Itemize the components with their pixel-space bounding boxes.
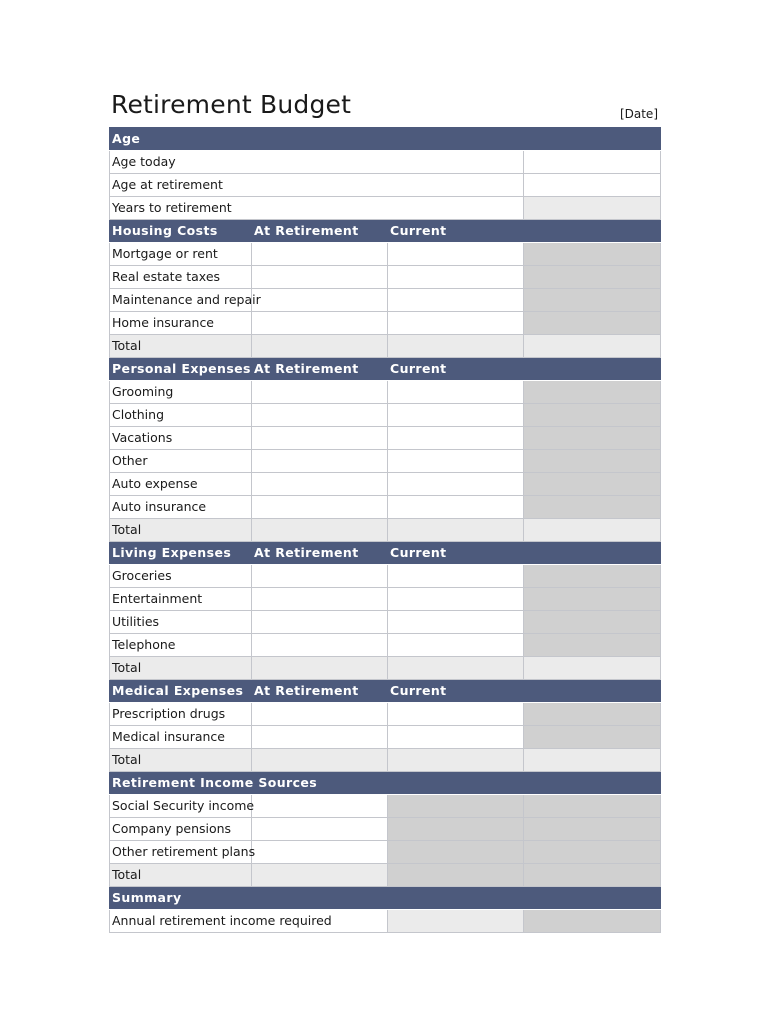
total-cell	[252, 519, 388, 542]
page-title: Retirement Budget	[111, 90, 352, 119]
column-header-current: Current	[388, 358, 524, 381]
table-row	[110, 611, 661, 634]
section-header-living	[110, 542, 661, 565]
table-row	[110, 312, 661, 335]
value-cell[interactable]	[252, 496, 388, 519]
section-title: Summary	[110, 887, 661, 910]
row-label: Grooming	[110, 381, 252, 404]
table-row	[110, 266, 661, 289]
section-header-summary	[110, 887, 661, 910]
value-cell[interactable]	[524, 174, 661, 197]
column-header-current: Current	[388, 542, 524, 565]
column-header-current: Current	[388, 220, 524, 243]
total-cell	[524, 749, 661, 772]
column-header-at-retirement: At Retirement	[252, 542, 388, 565]
column-header-at-retirement: At Retirement	[252, 358, 388, 381]
section-header-personal	[110, 358, 661, 381]
table-row	[110, 565, 661, 588]
row-label: Auto insurance	[110, 496, 252, 519]
value-cell[interactable]	[524, 151, 661, 174]
table-row	[110, 795, 661, 818]
column-header-at-retirement: At Retirement	[252, 680, 388, 703]
row-label: Vacations	[110, 427, 252, 450]
total-cell	[524, 657, 661, 680]
row-label: Annual retirement income required	[110, 910, 388, 933]
row-label: Prescription drugs	[110, 703, 252, 726]
value-cell[interactable]	[388, 404, 524, 427]
value-cell[interactable]	[252, 634, 388, 657]
section-header-age	[110, 128, 661, 151]
value-cell[interactable]	[388, 634, 524, 657]
row-label: Age today	[110, 151, 524, 174]
value-cell[interactable]	[388, 565, 524, 588]
row-label: Mortgage or rent	[110, 243, 252, 266]
total-cell	[252, 749, 388, 772]
table-row	[110, 381, 661, 404]
total-cell	[388, 519, 524, 542]
total-row	[110, 749, 661, 772]
row-label: Years to retirement	[110, 197, 524, 220]
value-cell[interactable]	[388, 289, 524, 312]
section-title: Retirement Income Sources	[110, 772, 661, 795]
row-label: Other retirement plans	[110, 841, 252, 864]
section-title: Medical Expenses	[110, 680, 252, 703]
value-cell[interactable]	[388, 496, 524, 519]
total-row	[110, 657, 661, 680]
value-cell[interactable]	[388, 266, 524, 289]
table-row	[110, 818, 661, 841]
table-row	[110, 174, 661, 197]
value-cell[interactable]	[252, 818, 388, 841]
total-label: Total	[110, 335, 252, 358]
value-cell[interactable]	[252, 427, 388, 450]
row-label: Auto expense	[110, 473, 252, 496]
value-cell[interactable]	[252, 611, 388, 634]
table-row	[110, 703, 661, 726]
section-title: Personal Expenses	[110, 358, 252, 381]
table-row	[110, 427, 661, 450]
row-label: Real estate taxes	[110, 266, 252, 289]
value-cell[interactable]	[388, 243, 524, 266]
total-cell	[252, 657, 388, 680]
total-cell	[388, 657, 524, 680]
table-row	[110, 243, 661, 266]
table-row	[110, 496, 661, 519]
total-row	[110, 335, 661, 358]
total-cell	[524, 519, 661, 542]
section-header-medical	[110, 680, 661, 703]
value-cell[interactable]	[388, 726, 524, 749]
value-cell[interactable]	[252, 795, 388, 818]
row-label: Age at retirement	[110, 174, 524, 197]
value-cell[interactable]	[388, 381, 524, 404]
value-cell[interactable]	[388, 588, 524, 611]
total-cell	[524, 335, 661, 358]
total-cell	[388, 335, 524, 358]
value-cell[interactable]	[252, 726, 388, 749]
value-cell[interactable]	[252, 703, 388, 726]
value-cell[interactable]	[252, 450, 388, 473]
table-row	[110, 197, 661, 220]
section-title: Housing Costs	[110, 220, 252, 243]
section-title: Living Expenses	[110, 542, 252, 565]
table-row	[110, 841, 661, 864]
table-row	[110, 634, 661, 657]
row-label: Utilities	[110, 611, 252, 634]
total-label: Total	[110, 749, 252, 772]
value-cell[interactable]	[252, 841, 388, 864]
row-label: Entertainment	[110, 588, 252, 611]
budget-table	[109, 127, 661, 933]
row-label: Medical insurance	[110, 726, 252, 749]
row-label: Maintenance and repair	[110, 289, 252, 312]
value-cell[interactable]	[252, 404, 388, 427]
value-cell[interactable]	[252, 243, 388, 266]
row-label: Company pensions	[110, 818, 252, 841]
value-cell[interactable]	[388, 611, 524, 634]
date-field[interactable]: [Date]	[619, 107, 658, 121]
calculated-cell	[388, 910, 524, 933]
row-label: Clothing	[110, 404, 252, 427]
value-cell[interactable]	[252, 565, 388, 588]
value-cell[interactable]	[252, 588, 388, 611]
total-cell	[388, 749, 524, 772]
column-header-current: Current	[388, 680, 524, 703]
calculated-cell	[524, 197, 661, 220]
value-cell[interactable]	[252, 473, 388, 496]
total-row	[110, 864, 661, 887]
value-cell[interactable]	[252, 266, 388, 289]
value-cell[interactable]	[388, 473, 524, 496]
row-label: Other	[110, 450, 252, 473]
value-cell[interactable]	[252, 289, 388, 312]
section-title: Age	[110, 128, 661, 151]
total-cell	[252, 335, 388, 358]
row-label: Social Security income	[110, 795, 252, 818]
column-header-at-retirement: At Retirement	[252, 220, 388, 243]
value-cell[interactable]	[388, 450, 524, 473]
total-cell	[252, 864, 388, 887]
table-row	[110, 473, 661, 496]
section-header-income	[110, 772, 661, 795]
section-header-housing	[110, 220, 661, 243]
table-row	[110, 151, 661, 174]
value-cell[interactable]	[388, 427, 524, 450]
value-cell[interactable]	[252, 312, 388, 335]
table-row	[110, 910, 661, 933]
table-row	[110, 450, 661, 473]
value-cell[interactable]	[252, 381, 388, 404]
table-row	[110, 588, 661, 611]
table-row	[110, 726, 661, 749]
total-label: Total	[110, 864, 252, 887]
total-row	[110, 519, 661, 542]
total-label: Total	[110, 519, 252, 542]
table-row	[110, 404, 661, 427]
row-label: Home insurance	[110, 312, 252, 335]
row-label: Telephone	[110, 634, 252, 657]
row-label: Groceries	[110, 565, 252, 588]
total-label: Total	[110, 657, 252, 680]
value-cell[interactable]	[388, 703, 524, 726]
table-row	[110, 289, 661, 312]
value-cell[interactable]	[388, 312, 524, 335]
